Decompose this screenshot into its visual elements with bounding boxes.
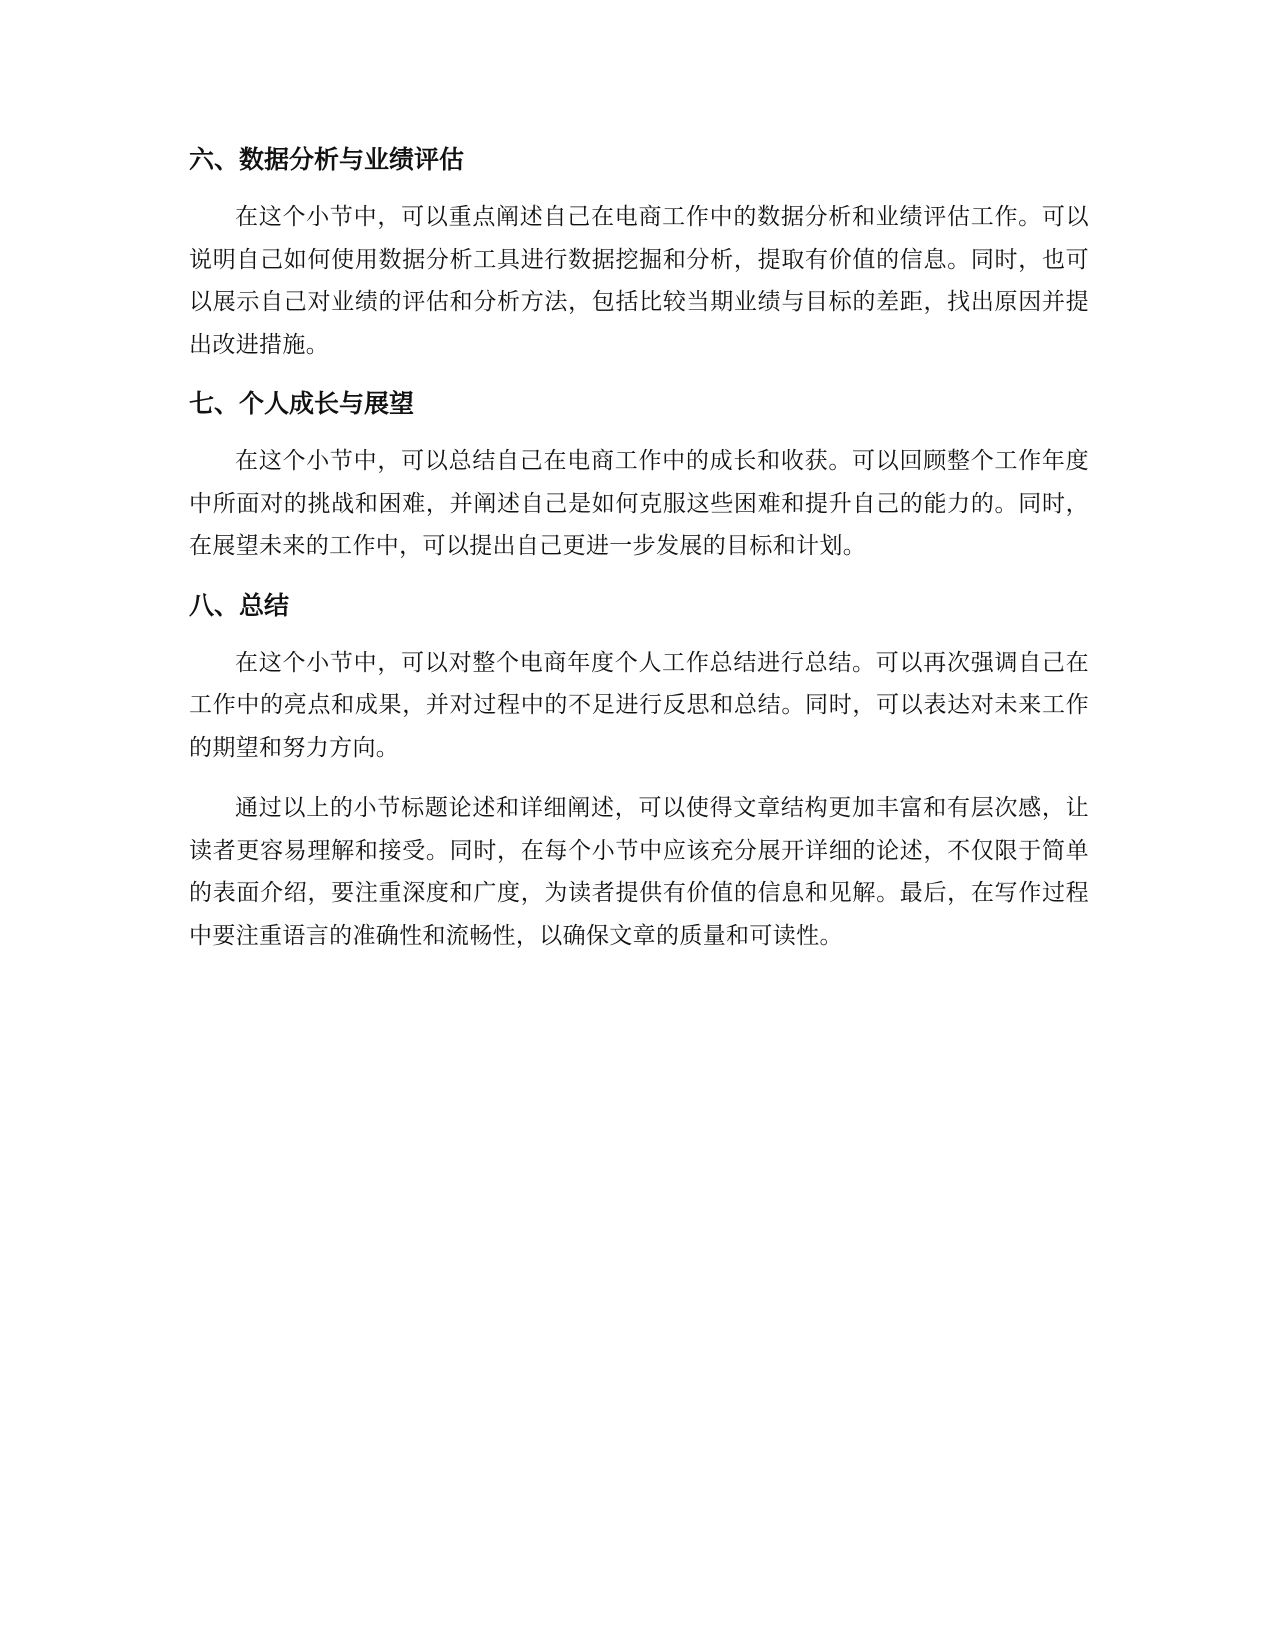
- section-heading: 六、数据分析与业绩评估: [189, 145, 465, 174]
- document-page: [189, 140, 1089, 975]
- section-data-analysis: [189, 140, 1089, 366]
- paragraph: 在这个小节中，可以重点阐述自己在电商工作中的数据分析和业绩评估工作。可以说明自己如何使用数据分析工具进行数据挖掘和分析，提取有价值的信息。同时，也可以展示自己对业绩的评估和分析方法，包括比较当期业绩与目标的差距，找出原因并提出改进措施。: [189, 204, 1089, 358]
- paragraph: 在这个小节中，可以总结自己在电商工作中的成长和收获。可以回顾整个工作年度中所面对的挑战和困难，并阐述自己是如何克服这些困难和提升自己的能力的。同时，在展望未来的工作中，可以提出自己更进一步发展的目标和计划。: [189, 448, 1089, 559]
- paragraph: 在这个小节中，可以对整个电商年度个人工作总结进行总结。可以再次强调自己在工作中的亮点和成果，并对过程中的不足进行反思和总结。同时，可以表达对未来工作的期望和努力方向。: [189, 649, 1089, 761]
- section-heading: 七、个人成长与展望: [189, 389, 415, 418]
- section-heading: 八、总结: [189, 590, 290, 620]
- section-summary: [189, 586, 1089, 958]
- section-personal-growth: [189, 384, 1089, 568]
- paragraph: 通过以上的小节标题论述和详细阐述，可以使得文章结构更加丰富和有层次感，让读者更容易理解和接受。同时，在每个小节中应该充分展开详细的论述，不仅限于简单的表面介绍，要注重深度和广度，为读者提供有价值的信息和见解。最后，在写作过程中要注重语言的准确性和流畅性，以确保文章的质量和可读性。: [189, 795, 1089, 949]
